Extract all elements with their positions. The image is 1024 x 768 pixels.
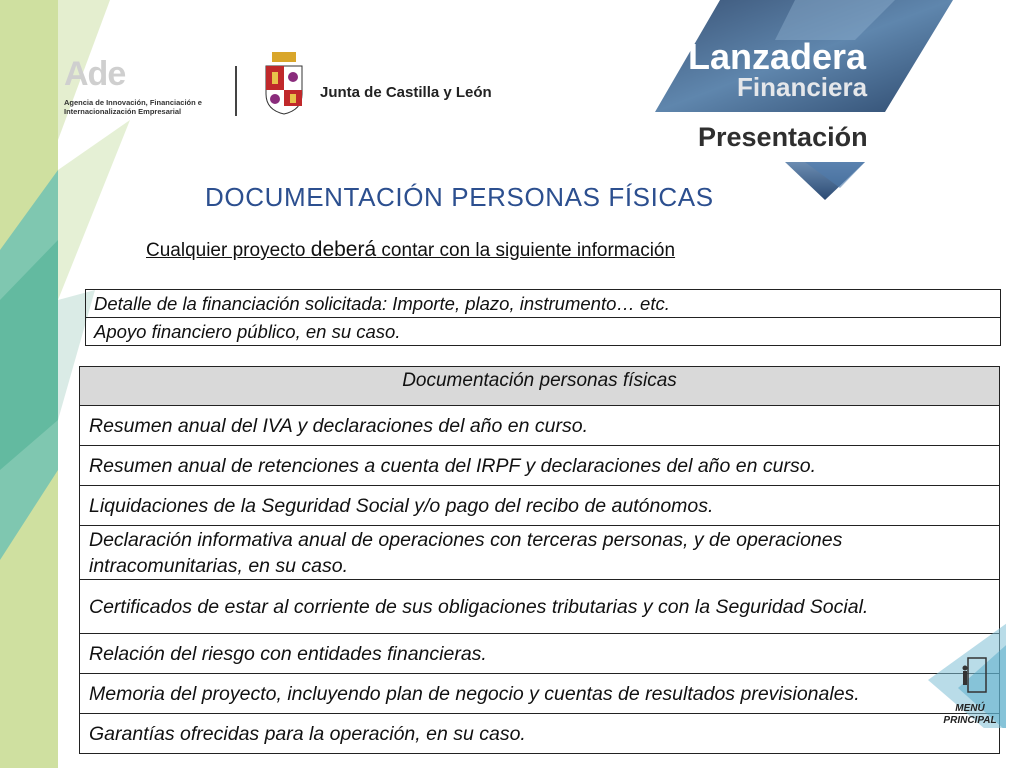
banner-subtitle: Financiera [737,72,868,102]
table-cell: Resumen anual de retenciones a cuenta del IRPF y declaraciones del año en curso. [80,446,1000,486]
ade-logo [64,56,224,116]
ade-logo-subtitle: Agencia de Innovación, Financiación e Internacionalización Empresarial [64,98,202,116]
table-cell: Apoyo financiero público, en su caso. [86,318,1001,346]
intro-text [146,238,675,263]
page-title: DOCUMENTACIÓN PERSONAS FÍSICAS [205,182,714,212]
table-row [80,406,1000,446]
table-cell: Certificados de estar al corriente de sus obligaciones tributarias y con la Seguridad Social. [80,580,1000,634]
table-row [86,318,1001,346]
table-row [80,446,1000,486]
logo-divider [235,66,237,116]
table-row [86,290,1001,318]
table-row [80,674,1000,714]
section-label: Presentación [698,122,868,152]
intro-before: Cualquier proyecto [146,240,311,261]
table-header-row [80,367,1000,406]
table-cell: Declaración informativa anual de operaciones con terceras personas, y de operaciones intracomunitarias, en su caso. [80,526,1000,580]
table-cell: Relación del riesgo con entidades financieras. [80,634,1000,674]
coat-of-arms-icon [262,52,306,116]
banner-title: Lanzadera [688,36,867,77]
table-cell: Resumen anual del IVA y declaraciones del año en curso. [80,406,1000,446]
menu-principal-label[interactable]: MENÚ PRINCIPAL [943,703,997,726]
table-header: Documentación personas físicas [80,367,1000,406]
jcyl-logo [262,52,492,121]
ade-logo-mark: Ade [64,55,126,93]
table-row [80,486,1000,526]
table-row [80,634,1000,674]
table-cell: Garantías ofrecidas para la operación, en su caso. [80,714,1000,754]
table-cell: Detalle de la financiación solicitada: Importe, plazo, instrumento… etc. [86,290,1001,318]
documentation-table [79,366,1000,754]
table-row [80,714,1000,754]
lanzadera-banner [655,0,975,210]
table-row [80,526,1000,580]
table-row [80,580,1000,634]
intro-after: contar con la siguiente información [376,240,676,261]
intro-emphasis: deberá [310,238,377,261]
jcyl-name: Junta de Castilla y León [320,84,492,101]
table-cell: Memoria del proyecto, incluyendo plan de negocio y cuentas de resultados previsionales. [80,674,1000,714]
general-info-table [85,289,1001,346]
table-cell: Liquidaciones de la Seguridad Social y/o pago del recibo de autónomos. [80,486,1000,526]
